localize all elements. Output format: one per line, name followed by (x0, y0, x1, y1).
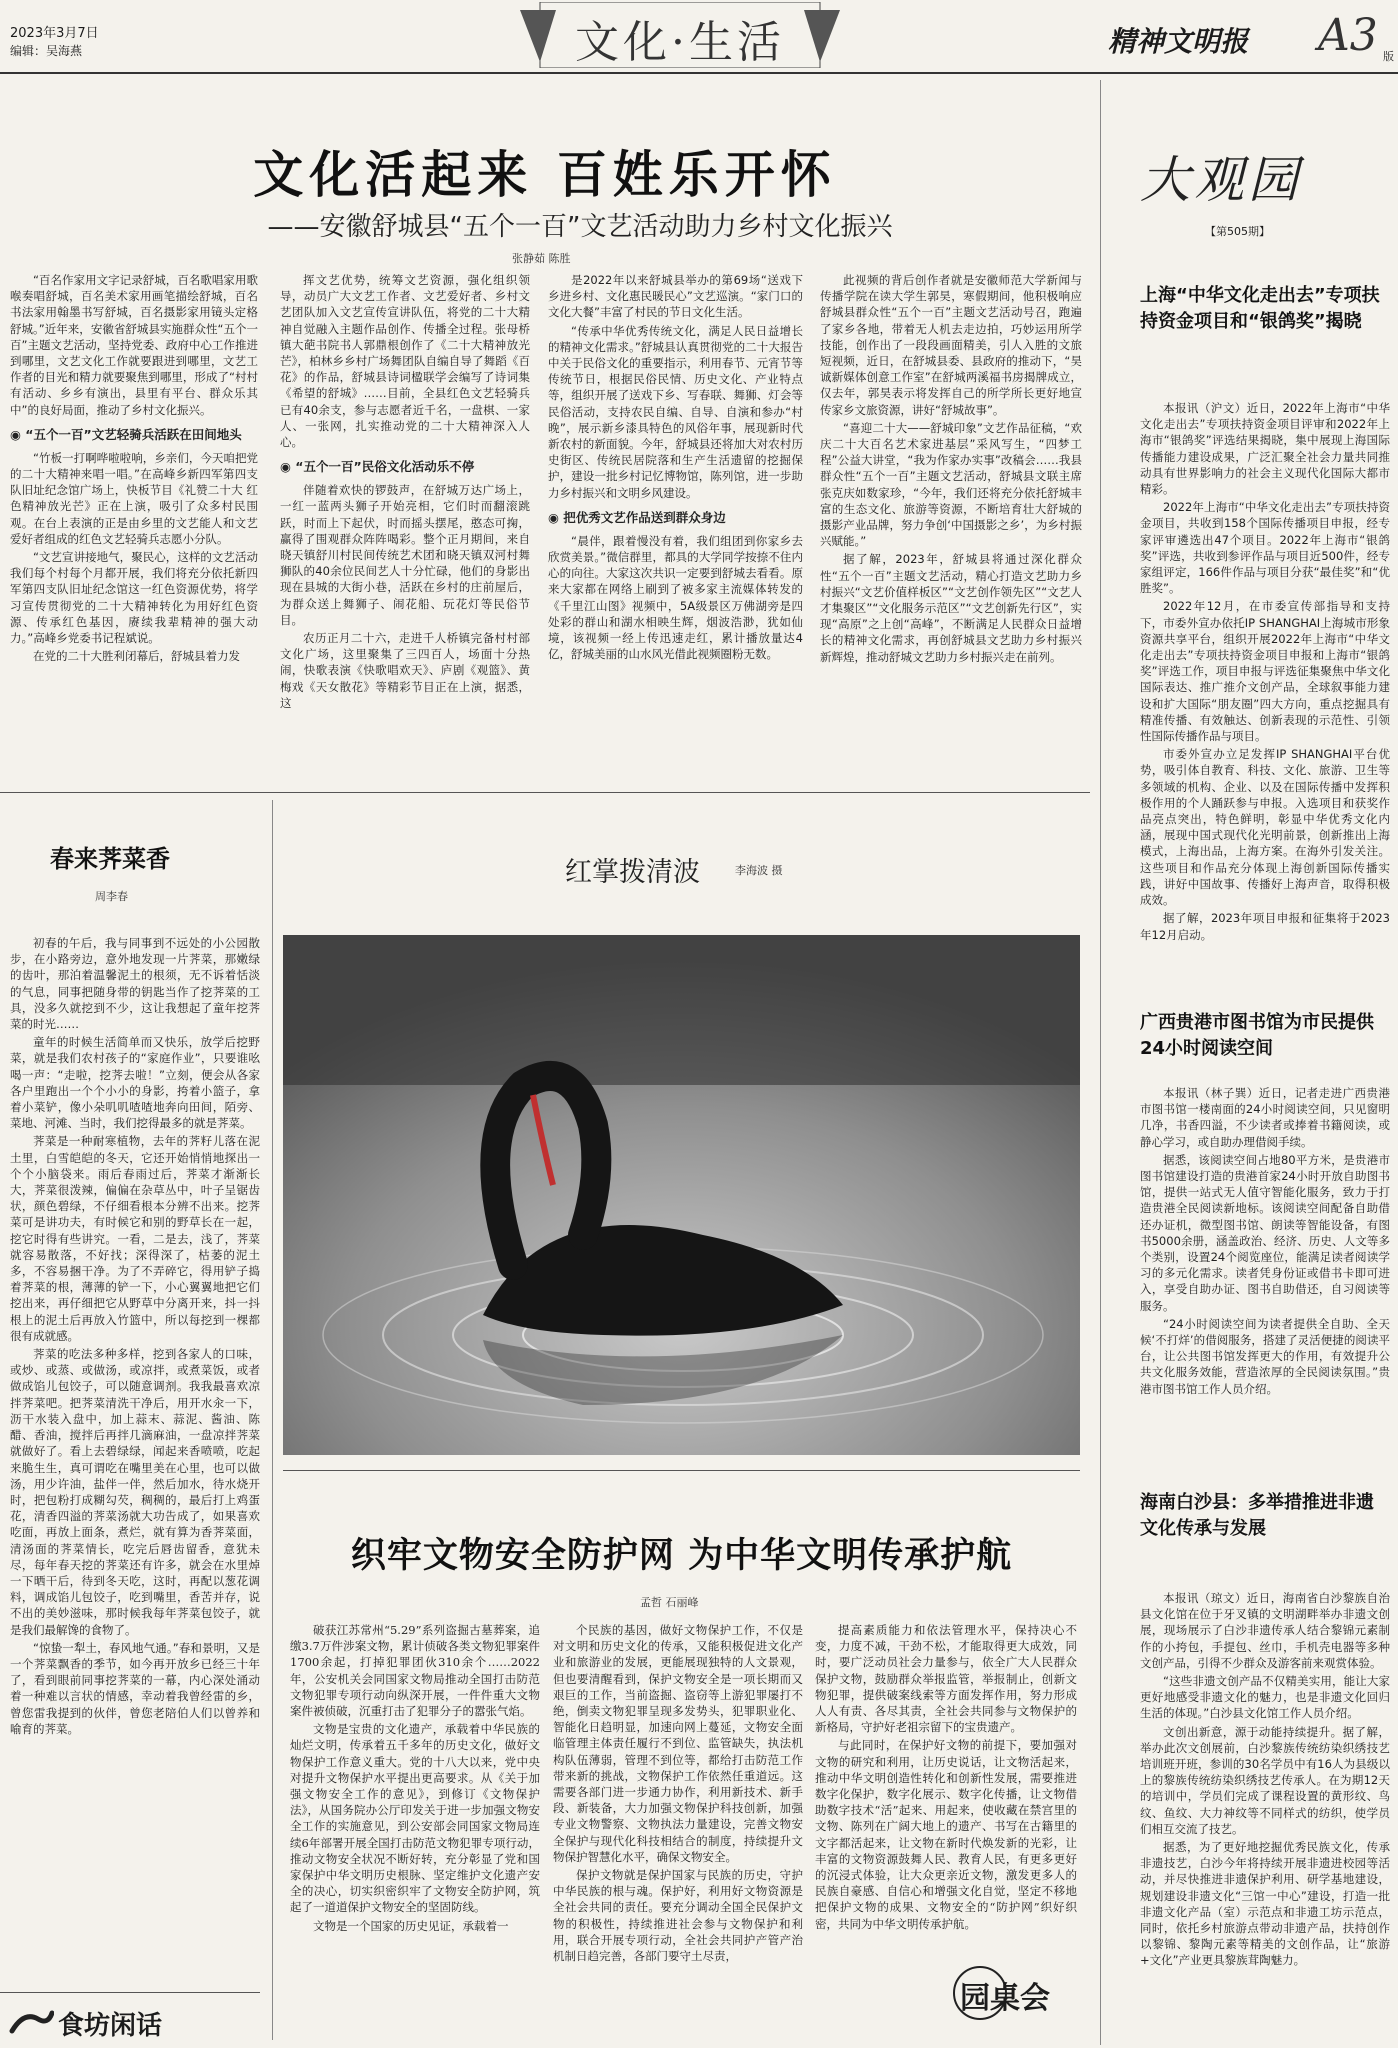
swan-photo-image (283, 935, 1080, 1455)
lead-column-1 (10, 272, 258, 782)
lead-column-3 (548, 272, 803, 782)
sidebar-divider (1100, 80, 1101, 2045)
sidebar-item1-para: 本报讯（沪文）近日，2022年上海市“中华文化走出去”专项扶持资金项目评审和2022年上海市“银鸽奖”评选结果揭晓，集中展现上海国际传播能力建设成果，广泛汇聚全社会力量共同推动具有世界影响力的社会主义现代化国际大都市精彩。 (1140, 401, 1390, 497)
masthead-rule (0, 72, 1398, 74)
stamp-text: 园桌会 (960, 1981, 1050, 2016)
lead-col4-para: “喜迎二十大——舒城印象”文艺作品征稿，“欢庆二十大百名艺术家进基层”采风写生，“四梦工程”公益大讲堂，“我为作家办实事”改稿会……我县群众性“五个一百”主题文艺活动，舒城县文联主席张克庆如数家珍，“今年，我们还将充分依托舒城丰富的生态文化、旅游等资源，不断培育壮大舒城的摄影产业品牌，努力争创‘中国摄影之乡’，为乡村振兴赋能。” (820, 420, 1082, 549)
sidebar-item2-para: 据悉，该阅读空间占地80平方米，是贵港市图书馆建设打造的贵港首家24小时开放自助图书馆，提供一站式无人值守智能化服务，致力于打造贵港全民阅读新地标。该阅读空间配备自助借还办证机，微型图书馆、朗读等智能设备，有图书5000余册，涵盖政治、经济、历史、人文等多个类别，设置24个阅览座位，能满足读者阅读学习的多元化需求。读者凭身份证或借书卡即可进入，享受自助办证、图书自助借还，自习阅读等服务。 (1140, 1152, 1390, 1313)
feature-column-1 (290, 1622, 540, 2042)
lead-subhead-3: ◉ 把优秀文艺作品送到群众身边 (548, 509, 803, 527)
lead-col4-para: 据了解，2023年，舒城县将通过深化群众性“五个一百”主题文艺活动，精心打造文艺助力乡村振兴“文艺价值样板区”“文艺创作领先区”“文艺人才集聚区”“文化服务示范区”“文艺创新先行区”，实现“高原”之上创“高峰”，不断满足人民群众日益增长的精神文化需求，再创舒城县文艺助力乡村振兴新辉煌，推动舒城文艺助力乡村振兴走在前列。 (820, 552, 1082, 664)
sidebar-item1-title: 上海“中华文化走出去”专项扶持资金项目和“银鸽奖”揭晓 (1140, 285, 1380, 332)
feature-byline: 孟哲 石丽峰 (640, 1596, 699, 1609)
essay-para: 初春的午后，我与同事到不远处的小公园散步，在小路旁边，意外地发现一片荠菜，那嫩绿的齿叶，那泊着温馨泥土的根须，无不诉着恬淡的气息，同事把随身带的钥匙当作了挖荠菜的工具，没多久就挖到不少，这让我想起了童年挖荠菜的时光…… (10, 936, 260, 1032)
lead-col3-para: “传承中华优秀传统文化，满足人民日益增长的精神文化需求。”舒城县认真贯彻党的二十大报告中关于民俗文化的重要指示，利用春节、元宵节等传统节日，根据民俗民情、历史文化、产业特点等，组织开展了送戏下乡、写春联、舞狮、灯会等民俗活动，支持农民自编、自导、自演和参办“村晚”，展示新乡漆具特色的风俗年事，展现新时代新农村的新面貌。今年，舒城县还将加大对农村历史街区、传统民居院落和生产生活遗留的挖掘保护，建设一批乡村记忆博物馆，陈列馆，进一步助力乡村振兴和文明乡风建设。 (548, 323, 803, 500)
sidebar-item3-para: “这些非遗文创产品不仅精美实用，能让大家更好地感受非遗文化的魅力，也是非遗文化回归生活的体现。”白沙县文化馆工作人员介绍。 (1140, 1674, 1390, 1721)
sidebar-item2-para: “24小时阅读空间为读者提供全自助、全天候‘不打烊’的借阅服务，搭建了灵活便捷的阅读平台，让公共图书馆发挥更大的作用，有效提升公共文化服务效能，营造浓厚的全民阅读氛围。”贵港市图书馆工作人员介绍。 (1140, 1316, 1390, 1396)
sidebar-item3-para: 本报讯（琼文）近日，海南省白沙黎族自治县文化馆在位于牙叉镇的文明湖畔举办非遗文创展，现场展示了白沙非遗传承人结合黎锦元素制作的小挎包，手提包、丝巾，手机壳电器等多种文创产品，引得不少群众及游客前来观赏体验。 (1140, 1591, 1390, 1670)
feature-col1-para: 文物是一个国家的历史见证，承载着一 (313, 1918, 509, 1933)
page-number: A3 (1318, 10, 1378, 61)
photo-title: 红掌拨清波 (565, 857, 700, 888)
photo-bottom-rule (283, 1470, 1080, 1471)
sidebar-item2-title: 广西贵港市图书馆为市民提供24小时阅读空间 (1140, 1012, 1374, 1059)
sidebar-item1-para: 2022年上海市“中华文化走出去”专项扶持资金项目，共收到158个国际传播项目申报，经专家评审遴选出47个项目。2022年上海市“银鸽奖”评选，共收到参评作品与项目近500件，经专家组评定，166件作品与项目分获“最佳奖”和“优胜奖”。 (1140, 500, 1390, 596)
sidebar-issue: 【第505期】 (1205, 225, 1270, 238)
feature-col2-para: 个民族的基因，做好文物保护工作，不仅是对文明和历史文化的传承，又能积极促进文化产业和旅游业的发展，更能展现独特的人文景观，但也要清醒看到，保护文物安全是一项长期而又艰巨的工作，当前盗掘、盗窃等上游犯罪屡打不绝，倒卖文物犯罪呈现多发势头，犯罪职业化、智能化日趋明显，加速向网上蔓延，文物安全面临管理主体责任履行不到位、监管缺失，执法机构队伍薄弱，管理不到位等，都给打击防范工作带来新的挑战，文物保护工作依然任重道远。这需要各部门进一步通力协作，利用新技术、新手段、新装备，大力加强文物保护科技创新，加强专业文物警察、文物执法力量建设，完善文物安全保护与现代化科技相结合的制度，持续提升文物保护智慧化水平，确保文物安全。 (553, 1623, 803, 1864)
sidebar-item1-para: 据了解，2023年项目申报和征集将于2023年12月启动。 (1140, 911, 1390, 942)
feature-col3-para: 提高素质能力和依法管理水平，保持决心不变，力度不减，干劲不松，才能取得更大成效，同时，要广泛动员社会力量参与，依全广大人民群众保护文物，鼓励群众举报监管，举报制止，创新文物犯罪，提供破案线索等方面发挥作用，努力形成人人有责、各尽其责，全社会共同参与文物保护的新格局，守护好老祖宗留下的宝贵遗产。 (815, 1623, 1077, 1735)
lead-col4-para: 此视频的背后创作者就是安徽师范大学新闻与传播学院在读大学生郭昊，寒假期间，他积极响应舒城县群众性“五个一百”主题文艺活动号召，跑遍了家乡各地，带着无人机去走边拍，巧妙运用所学技能，创作出了一段段画面精美，引人入胜的文旅短视频，近日，在舒城县委、县政府的推动下，“昊诚新媒体创意工作室”在舒城两溪福书房揭牌成立，仅去年，郭昊表示将发挥自己的所学所长更好地宣传家乡文旅资源，讲好“舒城故事”。 (820, 273, 1082, 417)
essay-body (10, 935, 260, 1975)
masthead (0, 0, 1398, 70)
sidebar-item1-para: 2022年12月，在市委宣传部指导和支持下，市委外宣办依托IP SHANGHAI上海城市形象资源共享平台，组织开展2022年上海市“中华文化走出去”专项扶持资金项目申报和上海市“银鸽奖”评选工作，项目申报与评选征集聚焦中华文化国际表达、推广推介文创产品，全球叙事能力建设和扩大国际“朋友圈”四大方向，重点挖掘具有精准传播、有效触达、创新表现的示范性、引领性国际传播作品与项目。 (1140, 599, 1390, 744)
section-title: 文化·生活 (575, 17, 785, 68)
sidebar-item3-para: 文创出新意，源于动能持续提升。据了解，举办此次文创展前，白沙黎族传统纺染织绣技艺培训班开班，参训的30名学员中有16人为县级以上的黎族传统纺染织绣技艺传承人。在为期12天的培训中，学员们完成了课程设置的黄形纹、鸟纹、鱼纹、大力神纹等不同样式的纺织，使学员们相互交流了技艺。 (1140, 1724, 1390, 1836)
feature-column-3 (815, 1622, 1077, 1942)
lead-col3-para: “晨伴，跟着慢没有着，我们组团到你家乡去欣赏美景。”微信群里，都具的大学同学按捺不住内心的向往。大家这次共识一定要到舒城去看看。原来大家都在网络上刷到了被多家主流媒体转发的《千里江山图》视频中，5A级景区万佛湖旁是四处彩的群山和湖水相映生辉，烟波浩渺，犹如仙境，该视频一经上传迅速走红，累计播放量达4亿，舒城美丽的山水风光借此视频圈粉无数。 (548, 533, 803, 662)
lead-subtitle: ——安徽舒城县“五个一百”文艺活动助力乡村文化振兴 (267, 212, 893, 242)
paper-name: 精神文明报 (1108, 25, 1249, 58)
lead-byline: 张静茹 陈胜 (512, 252, 571, 265)
essay-para: 荠菜是一种耐寒植物，去年的荠籽儿落在泥土里，白雪皑皑的冬天，它还开始悄悄地探出一个个小脑袋来。雨后春雨过后，荠菜才渐渐长大，荠菜很泼辣，偏偏在杂草丛中，叶子呈锯齿状，颜色碧绿，不仔细看根本分辨不出来。挖荠菜可是讲功夫，有时候它和别的野草长在一起，挖它时得有些讲究。一看，二是去，浅了，荠菜就容易散落，不好找；深得深了，枯萎的泥土多，不容易捆干净。为了不弄碎它，得用铲子捣着荠菜的根，薄薄的铲一下，小心翼翼地把它们挖出来，再仔细把它从野草中分离开来，抖一抖根上的泥土后再放入竹篮中，所以每挖到一棵都很有成就感。 (10, 1134, 260, 1343)
ink-brush-icon (8, 2007, 54, 2037)
sidebar-item1-body (1140, 400, 1390, 980)
roundtable-stamp (950, 1955, 1080, 2040)
lead-col3-para: 是2022年以来舒城县举办的第69场“送戏下乡进乡村、文化惠民暖民心”文艺巡演。“家门口的文化大餐”丰富了村民的节日文化生活。 (548, 273, 803, 320)
feature-headline: 织牢文物安全防护网 为中华文明传承护航 (350, 1536, 1013, 1576)
editor-credit: 编辑：吴海燕 (10, 44, 83, 58)
sidebar-item3-para: 据悉，为了更好地挖掘优秀民族文化，传承非遗技艺，白沙今年将持续开展非遗进校园等活动，并尽快推进非遗保护利用、研学基地建设，规划建设非遗文化“三馆一中心”建设，打造一批非遗文化产品（室）示范点和非遗工坊示范点，同时，依托乡村旅游点带动非遗产品，扶持创作以黎锦、黎陶元素等精美的文创作品，让“旅游+文化”产业更具黎族茸陶魅力。 (1140, 1840, 1390, 1968)
essay-para: “惊蛰一犁土，春风地气通。”春和景明，又是一个荠菜飘香的季节，如今再开放乡已经三十年了，看到眼前同事挖荠菜的一幕，内心深处涌动着一种难以言状的情感，幸动着我曾经雷的乡，曾您雷我提到的伙伴，曾您老陪伯人们以曾养和喻育的荠菜。 (10, 1640, 260, 1736)
lead-col2-para: 挥文艺优势，统筹文艺资源，强化组织领导，动员广大文艺工作者、文艺爱好者、乡村文艺团队加入文艺宣传宣讲队伍，将党的二十大精神自觉融入主题作品创作、传播全过程。张母桥镇大葩书院书人郭鼎根创作了《二十大精神放光芒》，柏林乡乡村广场舞团队自编自导了舞蹈《百花》的作品，舒城县诗词楹联学会编写了诗词集《希望的舒城》……目前，全县红色文艺轻骑兵已有40余支，参与志愿者近千名，一盘棋、一家人、一张网，扎实推动党的二十大精神深入人心。 (280, 273, 530, 450)
lead-col1-para: 在党的二十大胜利闭幕后，舒城县着力发 (33, 649, 240, 664)
lead-column-4 (820, 272, 1082, 782)
lead-col1-para: “百名作家用文字记录舒城，百名歌唱家用歌喉奏唱舒城，百名美术家用画笔描绘舒城，百名书法家用翰墨书写舒城，百名摄影家用镜头定格舒城。”近年来，安徽省舒城县实施群众性“五个一百”主题文艺活动，坚持党委、政府中心工作推进到哪里，文艺文化工作就要跟进到哪里，文艺工作者的目光和精力就要聚焦到哪里，形成了“村村有活动、乡乡有演出，县里有平台、群众乐其中”的良好局面，推动了乡村文化振兴。 (10, 273, 258, 417)
feature-column-2 (553, 1622, 803, 2042)
essay-divider (272, 800, 273, 2040)
feature-col1-para: 破获江苏常州“5.29”系列盗掘古墓葬案，追缴3.7万件涉案文物，累计侦破各类文物犯罪案件1700余起，打掉犯罪团伙310余个……2022年，公安机关会同国家文物局推动全国打击防范文物犯罪专项行动向纵深开展，一件件重大文物案件被侦破，沉重打击了犯罪分子的嚣张气焰。 (290, 1623, 540, 1719)
sidebar-item1-para: 市委外宣办立足发挥IP SHANGHAI平台优势，吸引体自教育、科技、文化、旅游、卫生等多领域的机构、企业、以及在国际传播中发挥积极作用的个人踊跃参与申报。入选项目和获奖作品亮点突出，特色鲜明，彰显中华优秀文化内涵，展现中国式现代化光明前景，创新推出上海模式，上海出品，上海方案。在海外引发关注。这些项目和作品充分体现上海创新国际传播实践，讲好中国故事、传播好上海声音，取得积极成效。 (1140, 747, 1390, 908)
sidebar-item3-body (1140, 1590, 1390, 2040)
swan-photo (283, 935, 1080, 1455)
lead-subhead-2: ◉ “五个一百”民俗文化活动乐不停 (280, 458, 530, 476)
sidebar-item3-title: 海南白沙县：多举措推进非遗文化传承与发展 (1140, 1492, 1374, 1539)
essay-title: 春来荠菜香 (50, 845, 170, 873)
feature-col3-para: 与此同时，在保护好文物的前提下，要加强对文物的研究和利用，让历史说话，让文物活起来，推动中华文明创造性转化和创新性发展，需要推进数字化保护，数字化展示、数字化传播，让文物借助数字技术“活”起来、用起来，使收藏在禁宫里的文物、陈列在广阔大地上的遗产、书写在古籍里的文字都活起来，让文物在新时代焕发新的光彩，让丰富的文物资源鼓舞人民、教育人民，有更多更好的沉浸式体验，让大众更亲近文物，激发更多人的民族自豪感、自信心和增强文化自觉，坚定不移地把保护文物的成果、文物安全的“防护网”织好织密，共同为中华文明传承护航。 (815, 1738, 1077, 1931)
essay-para: 荠菜的吃法多种多样，挖到各家人的口味，或炒、或蒸、或做汤，或凉拌，或煮菜饭，或者做成馅儿包饺子，可以随意调剂。我我最喜欢凉拌荠菜吧。把荠菜清洗干净后，用开水汆一下，沥干水装入盘中，加上蒜末、蒜泥、酱油、陈醋、香油，搅拌后再拌几滴麻油，一盘凉拌荠菜就做好了。看上去碧绿绿，闻起来香喷喷，吃起来脆生生，真可谓吃在嘴里美在心里，也可以做汤，用少许油，盐伴一伴，然后加水，待水烧开时，把包粉打成糊勾芡，稠稠的，最后打上鸡蛋花，清香四溢的荠菜汤就大功告成了，如果喜欢吃面，再放上面条，煮烂，就有算为香荠菜面，清汤面的荠菜情长，吃完后唇齿留香，意犹未尽，每年春天挖的荠菜还有许多，就会在水里焯一下晒干后，待到冬天吃，这时，再配以葱花调料，调成馅儿包饺子，吃到嘴里，香苦并存，说不出的美妙滋味，那时候我每年荠菜包饺子，就是我们最解馋的食物了。 (10, 1347, 260, 1637)
feature-col1-para: 文物是宝贵的文化遗产，承载着中华民族的灿烂文明，传承着五千多年的历史文化，做好文物保护工作意义重大。党的十八大以来，党中央对提升文物保护水平提出更高要求。从《关于加强文物安全工作的意见》，到修订《文物保护法》，从国务院办公厅印发关于进一步加强文物安全工作的实施意见，到公安部会同国家文物局连续6年部署开展全国打击防范文物犯罪专项行动，推动文物安全状况不断好转，充分彰显了党和国家保护中华文明历史根脉、坚定维护文化遗产安全的决心，切实织密织牢了文物安全防护网，筑起了一道道保护文物安全的坚固防线。 (290, 1722, 540, 1915)
lead-headline: 文化活起来 百姓乐开怀 (253, 146, 837, 204)
feature-col2-para: 保护文物就是保护国家与民族的历史，守护中华民族的根与魂。保护好，利用好文物资源是全社会共同的责任。要充分调动全国全民保护文物的积极性，持续推进社会参与文物保护和利用，联合开展专项行动，全社会共同护产管产治机制日趋完善，各部门要守土尽责， (553, 1868, 803, 1964)
issue-date: 2023年3月7日 (10, 26, 99, 41)
lead-column-2 (280, 272, 530, 782)
lead-col2-para: 伴随着欢快的锣鼓声，在舒城万达广场上，一红一蓝两头狮子开始亮相，它们时而翻滚跳跃，时而上下起伏，时而摇头摆尾，憨态可掬，赢得了围观群众阵阵喝彩。整个正月期间，来自晓天镇舒川村民间传统艺术团和晓天镇双河村舞狮队的40余位民间艺人十分忙碌，他们的身影出现在县城的大街小巷，活跃在乡村的庄前屋后，为群众送上舞狮子、闹花船、玩花灯等民俗节目。 (280, 483, 530, 627)
photo-credit: 李海波 摄 (735, 864, 783, 877)
essay-author: 周李春 (95, 890, 128, 903)
column-label-text: 食坊闲话 (58, 2011, 163, 2041)
sidebar-item2-para: 本报讯（林子巽）近日，记者走进广西贵港市图书馆一楼南面的24小时阅读空间，只见窗明几净，书香四溢，不少读者或捧着书籍阅读，或静心学习，或自助办理借阅手续。 (1140, 1086, 1390, 1149)
essay-para: 童年的时候生活简单而又快乐，放学后挖野菜，就是我们农村孩子的“家庭作业”，只要谁吆喝一声：“走啦，挖荠去啦！”立刻，便会从各家各户里跑出一个个小小的身影，挎着小篮子，拿着小菜铲，像小朵叽叽喳喳地奔向田间，陌旁、菜地、河滩、当时，我们挖得最多的就是荠菜。 (10, 1035, 260, 1131)
lead-col2-para: 农历正月二十六，走进千人桥镇完备村村部文化广场，这里聚集了三四百人，场面十分热闹，快歌表演《快歌唱欢天》、庐剧《观篮》、黄梅戏《天女散花》等精彩节目正在上演，据悉，这 (280, 631, 530, 710)
lead-subhead-1: ◉ “五个一百”文艺轻骑兵活跃在田间地头 (10, 426, 258, 444)
sidebar-brand: 大观园 (1140, 151, 1302, 209)
page-suffix: 版 (1383, 50, 1394, 63)
column-label-food (0, 1992, 260, 2044)
lead-col1-para: “文艺宣讲接地气，聚民心，这样的文艺活动我们每个村每个月都开展，我们将充分依托新四军第四支队旧址纪念馆这一红色资源优势，将学习宣传贯彻党的二十大精神转化为用好红色资源、传承红色基因，赓续我辈精神的强大动力。”高峰乡党委书记程斌说。 (10, 550, 258, 646)
sidebar-item2-body (1140, 1085, 1390, 1440)
lead-bottom-rule (0, 792, 1090, 793)
lead-col1-para: “竹板一打啊哗啦啦响，乡亲们，今天咱把党的二十大精神来唱一唱。”在高峰乡新四军第四支队旧址纪念馆广场上，快板节目《礼赞二十大 红色精神放光芒》正在上演，吸引了众多村民围观。在台上表演的正是由乡里的文艺能人和文艺爱好者组成的红色文艺轻骑兵志愿小分队。 (10, 450, 258, 546)
